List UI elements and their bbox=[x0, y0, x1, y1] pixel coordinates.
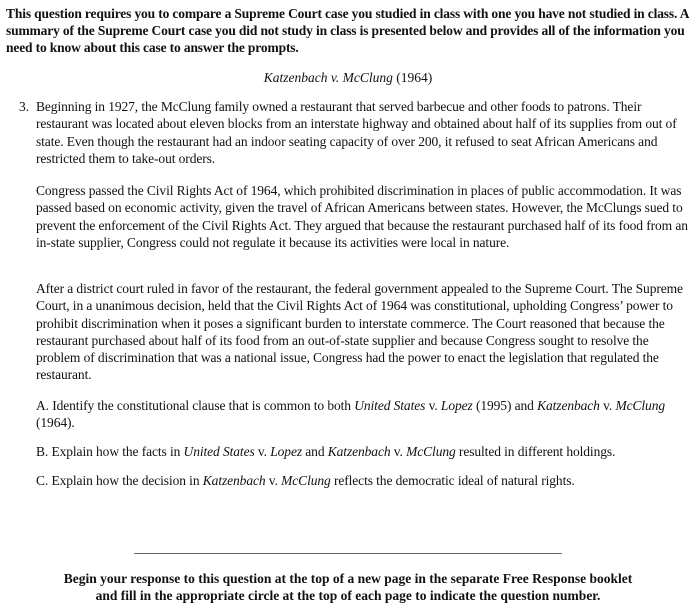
prompt-a-text: (1995) and bbox=[472, 398, 538, 413]
case-ref: Lopez bbox=[440, 398, 473, 413]
case-ref: McClung bbox=[406, 444, 456, 459]
case-ref: United States bbox=[354, 398, 426, 413]
prompt-c-text: C. Explain how the decision in bbox=[36, 473, 203, 488]
prompt-a-text: A. Identify the constitutional clause that is common to both bbox=[36, 398, 355, 413]
divider-line bbox=[134, 553, 562, 554]
prompt-a-text: v. bbox=[425, 398, 441, 413]
case-year: (1964) bbox=[392, 70, 433, 85]
response-instructions-line-2: and fill in the appropriate circle at the top of each page to indicate the question number. bbox=[95, 588, 601, 603]
case-summary-paragraph-3: After a district court ruled in favor of the restaurant, the federal government appealed to the Supreme Court. The Supreme Court, in a unanimous decision, held that the Civil Rights Act of 1964 was constitutional, upholding Congress’ power to prohibit discrimination when it poses a significant burden to interstate commerce. The Court reasoned that because the restaurant purchased about half of its food from an out-of-state supplier and because Congress sought to resolve the problem of discrimination that was a national issue, Congress had the power to enact the legislation that regulated the restaurant. bbox=[36, 281, 683, 383]
prompt-b-text: and bbox=[302, 444, 328, 459]
response-instructions bbox=[0, 570, 696, 604]
prompt-c bbox=[36, 472, 694, 489]
case-summary-paragraph-2: Congress passed the Civil Rights Act of 1964, which prohibited discrimination in places of public accommodation. It was passed based on economic activity, given the travel of African Americans between states. However, the McClungs sued to prevent the enforcement of the Civil Rights Act. They argued that because the restaurant purchased half of its food from an in-state supplier, Congress could not regulate it because its activities were local in nature. bbox=[36, 183, 688, 250]
prompt-c-text: v. bbox=[265, 473, 282, 488]
prompt-a-text: (1964). bbox=[36, 415, 75, 431]
prompt-b-text: v. bbox=[390, 444, 407, 459]
case-name: Katzenbach v. McClung bbox=[263, 70, 393, 85]
case-ref: Lopez bbox=[270, 444, 302, 459]
case-ref: Katzenbach bbox=[327, 444, 391, 459]
prompt-b bbox=[36, 443, 694, 460]
prompt-b-text: resulted in different holdings. bbox=[455, 444, 616, 459]
case-summary-paragraph-1: Beginning in 1927, the McClung family owned a restaurant that served barbecue and other foods to patrons. Their restaurant was located about eleven blocks from an interstate highway and obtained about half of its supplies from out of state. Even though the restaurant had an indoor seating capacity of over 200, it refused to seat African Americans and restricted them to take-out orders. bbox=[36, 99, 677, 166]
question-number: 3. bbox=[19, 99, 30, 114]
case-ref: Katzenbach bbox=[202, 473, 266, 488]
case-ref: United States bbox=[183, 444, 255, 459]
response-instructions-line-1: Begin your response to this question at the top of a new page in the separate Free Response booklet bbox=[63, 571, 633, 586]
instructions-intro: This question requires you to compare a Supreme Court case you studied in class with one you have not studied in class. A summary of the Supreme Court case you did not study in class is presented below and provides all of the information you need to know about this case to answer the prompts. bbox=[6, 6, 689, 55]
case-ref: McClung bbox=[615, 398, 665, 413]
prompt-b-text: v. bbox=[254, 444, 271, 459]
case-title bbox=[0, 69, 696, 86]
case-ref: Katzenbach bbox=[537, 398, 600, 413]
case-ref: McClung bbox=[281, 473, 331, 488]
prompt-c-text: reflects the democratic ideal of natural rights. bbox=[330, 473, 575, 488]
prompt-a bbox=[36, 397, 694, 432]
prompt-a-text: v. bbox=[599, 398, 616, 413]
prompt-b-text: B. Explain how the facts in bbox=[36, 444, 184, 459]
